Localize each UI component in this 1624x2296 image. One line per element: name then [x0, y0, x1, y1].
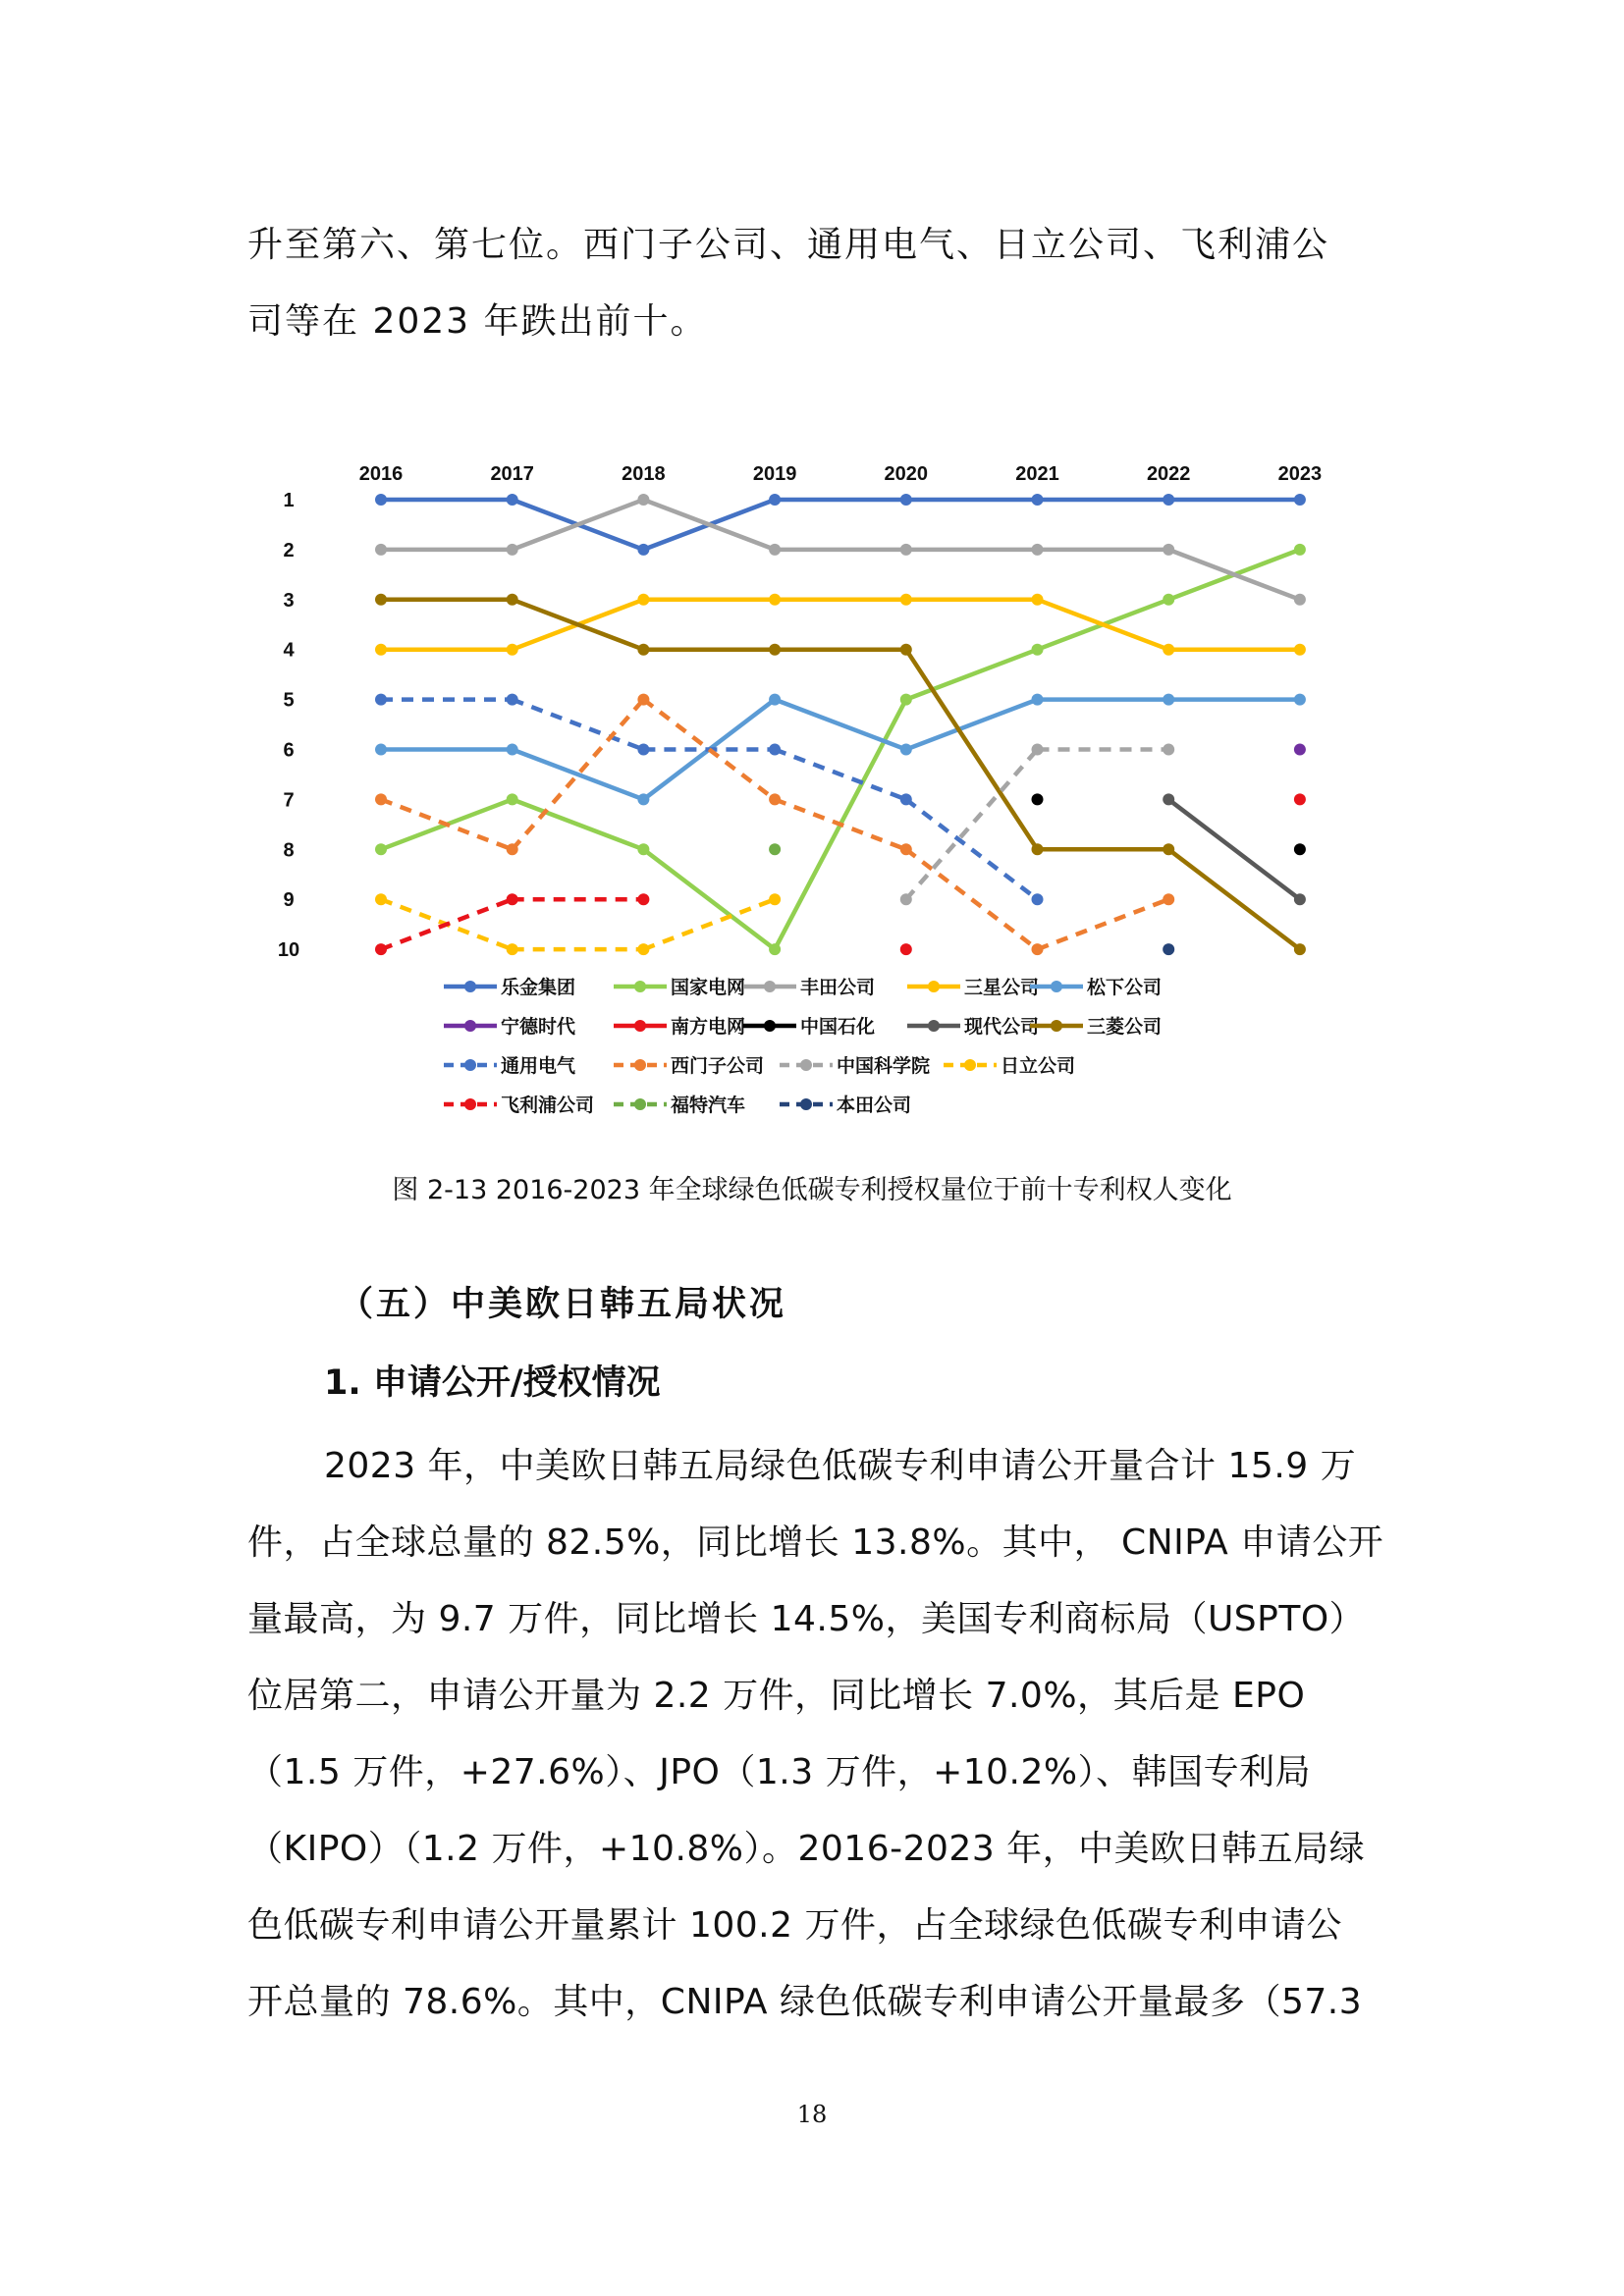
data-point — [507, 793, 518, 805]
x-tick-label: 2017 — [490, 463, 534, 485]
legend-marker — [634, 1059, 646, 1071]
data-point — [900, 943, 912, 955]
series-line-segment — [906, 650, 1038, 700]
data-point — [1294, 943, 1306, 955]
series-lines — [381, 500, 1300, 949]
x-tick-label: 2021 — [1015, 463, 1059, 485]
data-point — [637, 594, 649, 606]
data-point — [1163, 494, 1174, 506]
legend-marker — [1051, 981, 1062, 992]
series-line-segment — [906, 849, 1038, 949]
data-point — [507, 943, 518, 955]
text-line: 位居第二，申请公开量为 2.2 万件，同比增长 7.0%，其后是 EPO — [247, 1676, 1306, 1716]
legend-marker — [634, 1020, 646, 1032]
data-point — [900, 843, 912, 855]
y-tick-label: 8 — [283, 839, 295, 862]
data-point — [1294, 793, 1306, 805]
legend-marker — [464, 1059, 476, 1071]
legend-marker — [800, 1059, 812, 1071]
data-point — [1163, 943, 1174, 955]
data-point — [1032, 843, 1044, 855]
text-line: 升至第六、第七位。西门子公司、通用电气、日立公司、飞利浦公 — [247, 225, 1330, 265]
data-point — [1032, 544, 1044, 556]
data-point — [1163, 644, 1174, 656]
legend-marker — [464, 1020, 476, 1032]
legend-label: 福特汽车 — [671, 1095, 746, 1116]
legend-marker — [764, 981, 776, 992]
data-point — [375, 843, 387, 855]
legend-label: 宁德时代 — [501, 1016, 576, 1038]
legend-label: 国家电网 — [671, 977, 746, 998]
data-point — [900, 793, 912, 805]
text-line: 件，占全球总量的 82.5%，同比增长 13.8%。其中， CNIPA 申请公开 — [247, 1522, 1384, 1563]
data-point — [507, 893, 518, 905]
legend-label: 西门子公司 — [671, 1055, 765, 1077]
data-point — [637, 544, 649, 556]
data-point — [507, 744, 518, 756]
data-point — [769, 893, 781, 905]
legend-marker — [634, 981, 646, 992]
x-tick-label: 2022 — [1146, 463, 1191, 485]
series-line-segment — [906, 650, 1038, 850]
data-point — [1294, 494, 1306, 506]
y-tick-label: 5 — [283, 689, 295, 712]
legend-marker — [928, 981, 940, 992]
data-point — [375, 943, 387, 955]
data-point — [1163, 694, 1174, 706]
data-point — [1032, 893, 1044, 905]
legend-marker — [800, 1098, 812, 1110]
data-point — [375, 793, 387, 805]
data-point — [769, 943, 781, 955]
data-point — [1032, 694, 1044, 706]
data-point — [769, 544, 781, 556]
legend-label: 松下公司 — [1087, 977, 1163, 998]
legend-label: 现代公司 — [964, 1016, 1040, 1038]
data-point — [900, 744, 912, 756]
legend-marker — [928, 1020, 940, 1032]
text-line: 开总量的 78.6%。其中，CNIPA 绿色低碳专利申请公开量最多（57.3 — [247, 1982, 1363, 2022]
y-tick-label: 6 — [283, 739, 295, 762]
series-line-segment — [643, 899, 775, 949]
data-point — [769, 494, 781, 506]
series-line-segment — [643, 849, 775, 949]
data-point — [375, 893, 387, 905]
data-point — [900, 694, 912, 706]
x-tick-label: 2018 — [622, 463, 666, 485]
text-line: （KIPO）（1.2 万件，+10.8%）。2016-2023 年，中美欧日韩五局绿 — [247, 1829, 1366, 1869]
data-point — [1294, 893, 1306, 905]
sub-heading: 1. 申请公开/授权情况 — [324, 1363, 661, 1403]
series-line-segment — [1038, 899, 1169, 949]
legend-label: 日立公司 — [1001, 1055, 1076, 1077]
page-number: 18 — [796, 2101, 828, 2128]
data-point — [1032, 494, 1044, 506]
data-point — [769, 793, 781, 805]
data-point — [1294, 594, 1306, 606]
data-point — [769, 694, 781, 706]
data-point — [375, 594, 387, 606]
data-point — [900, 893, 912, 905]
data-point — [1032, 793, 1044, 805]
series-line-segment — [906, 799, 1038, 899]
data-point — [1163, 744, 1174, 756]
data-point — [507, 644, 518, 656]
data-point — [637, 644, 649, 656]
text-line: 司等在 2023 年跌出前十。 — [247, 301, 708, 342]
data-point — [1032, 594, 1044, 606]
legend-label: 三星公司 — [964, 977, 1040, 998]
x-tick-label: 2023 — [1277, 463, 1323, 485]
legend-marker — [464, 981, 476, 992]
x-tick-label: 2016 — [358, 463, 404, 485]
data-point — [637, 843, 649, 855]
data-point — [1294, 544, 1306, 556]
data-point — [637, 694, 649, 706]
series-line-segment — [1168, 849, 1300, 949]
series-line-segment — [775, 700, 906, 750]
series-line-segment — [906, 750, 1038, 900]
text-line: （1.5 万件，+27.6%）、JPO（1.3 万件，+10.2%）、韩国专利局 — [247, 1752, 1312, 1792]
y-tick-label: 10 — [277, 939, 300, 962]
data-point — [1163, 893, 1174, 905]
legend-label: 三菱公司 — [1087, 1016, 1163, 1038]
data-point — [900, 544, 912, 556]
data-point — [769, 644, 781, 656]
data-point — [1032, 744, 1044, 756]
data-point — [1294, 843, 1306, 855]
y-tick-label: 1 — [283, 490, 295, 511]
legend-label: 南方电网 — [671, 1016, 746, 1038]
series-line-segment — [906, 700, 1038, 750]
data-point — [637, 793, 649, 805]
data-point — [1032, 943, 1044, 955]
data-point — [1163, 544, 1174, 556]
data-point — [769, 744, 781, 756]
y-tick-label: 7 — [283, 789, 295, 812]
data-point — [507, 594, 518, 606]
legend-marker — [464, 1098, 476, 1110]
data-point — [1294, 744, 1306, 756]
legend-label: 中国科学院 — [837, 1055, 931, 1077]
y-tick-label: 4 — [283, 639, 295, 662]
text-line: 色低碳专利申请公开量累计 100.2 万件，占全球绿色低碳专利申请公 — [247, 1905, 1342, 1946]
data-point — [637, 943, 649, 955]
legend-marker — [964, 1059, 976, 1071]
data-point — [900, 644, 912, 656]
text-line: 2023 年，中美欧日韩五局绿色低碳专利申请公开量合计 15.9 万 — [324, 1446, 1357, 1486]
data-point — [375, 744, 387, 756]
text-line: 量最高，为 9.7 万件，同比增长 14.5%，美国专利商标局（USPTO） — [247, 1599, 1366, 1639]
x-axis-labels — [359, 463, 1322, 485]
legend-marker — [1051, 1020, 1062, 1032]
data-point — [375, 544, 387, 556]
y-axis-labels — [278, 490, 299, 961]
data-point — [375, 644, 387, 656]
data-point — [900, 494, 912, 506]
series-line-segment — [775, 799, 906, 849]
data-point — [769, 594, 781, 606]
data-point — [1163, 594, 1174, 606]
data-point — [1163, 843, 1174, 855]
data-point — [637, 893, 649, 905]
y-tick-label: 3 — [283, 589, 295, 612]
data-point — [1163, 793, 1174, 805]
legend-marker — [764, 1020, 776, 1032]
section-heading: （五）中美欧日韩五局状况 — [339, 1284, 787, 1324]
legend-label: 飞利浦公司 — [501, 1095, 595, 1116]
data-point — [507, 494, 518, 506]
body-paragraph — [247, 1428, 1386, 2041]
figure-caption: 图 2-13 2016-2023 年全球绿色低碳专利授权量位于前十专利权人变化 — [392, 1175, 1232, 1205]
series-line-segment — [513, 750, 644, 800]
data-point — [637, 494, 649, 506]
data-point — [769, 843, 781, 855]
data-point — [1294, 694, 1306, 706]
data-point — [1294, 644, 1306, 656]
legend-label: 本田公司 — [837, 1095, 912, 1116]
data-point — [375, 694, 387, 706]
series-line-segment — [775, 750, 906, 800]
data-point — [507, 544, 518, 556]
legend-marker — [634, 1098, 646, 1110]
series-line-segment — [1168, 799, 1300, 899]
y-tick-label: 9 — [283, 889, 295, 912]
data-point — [1032, 644, 1044, 656]
y-tick-label: 2 — [283, 539, 295, 561]
data-point — [507, 843, 518, 855]
legend-label: 通用电气 — [501, 1055, 576, 1077]
chart-legend — [444, 976, 1162, 1116]
x-tick-label: 2019 — [752, 463, 797, 485]
legend-label: 丰田公司 — [800, 977, 876, 998]
data-point — [637, 744, 649, 756]
legend-label: 中国石化 — [800, 1016, 876, 1038]
data-point — [507, 694, 518, 706]
data-point — [375, 494, 387, 506]
data-point — [900, 594, 912, 606]
x-tick-label: 2020 — [884, 463, 929, 485]
legend-label: 乐金集团 — [501, 977, 576, 998]
